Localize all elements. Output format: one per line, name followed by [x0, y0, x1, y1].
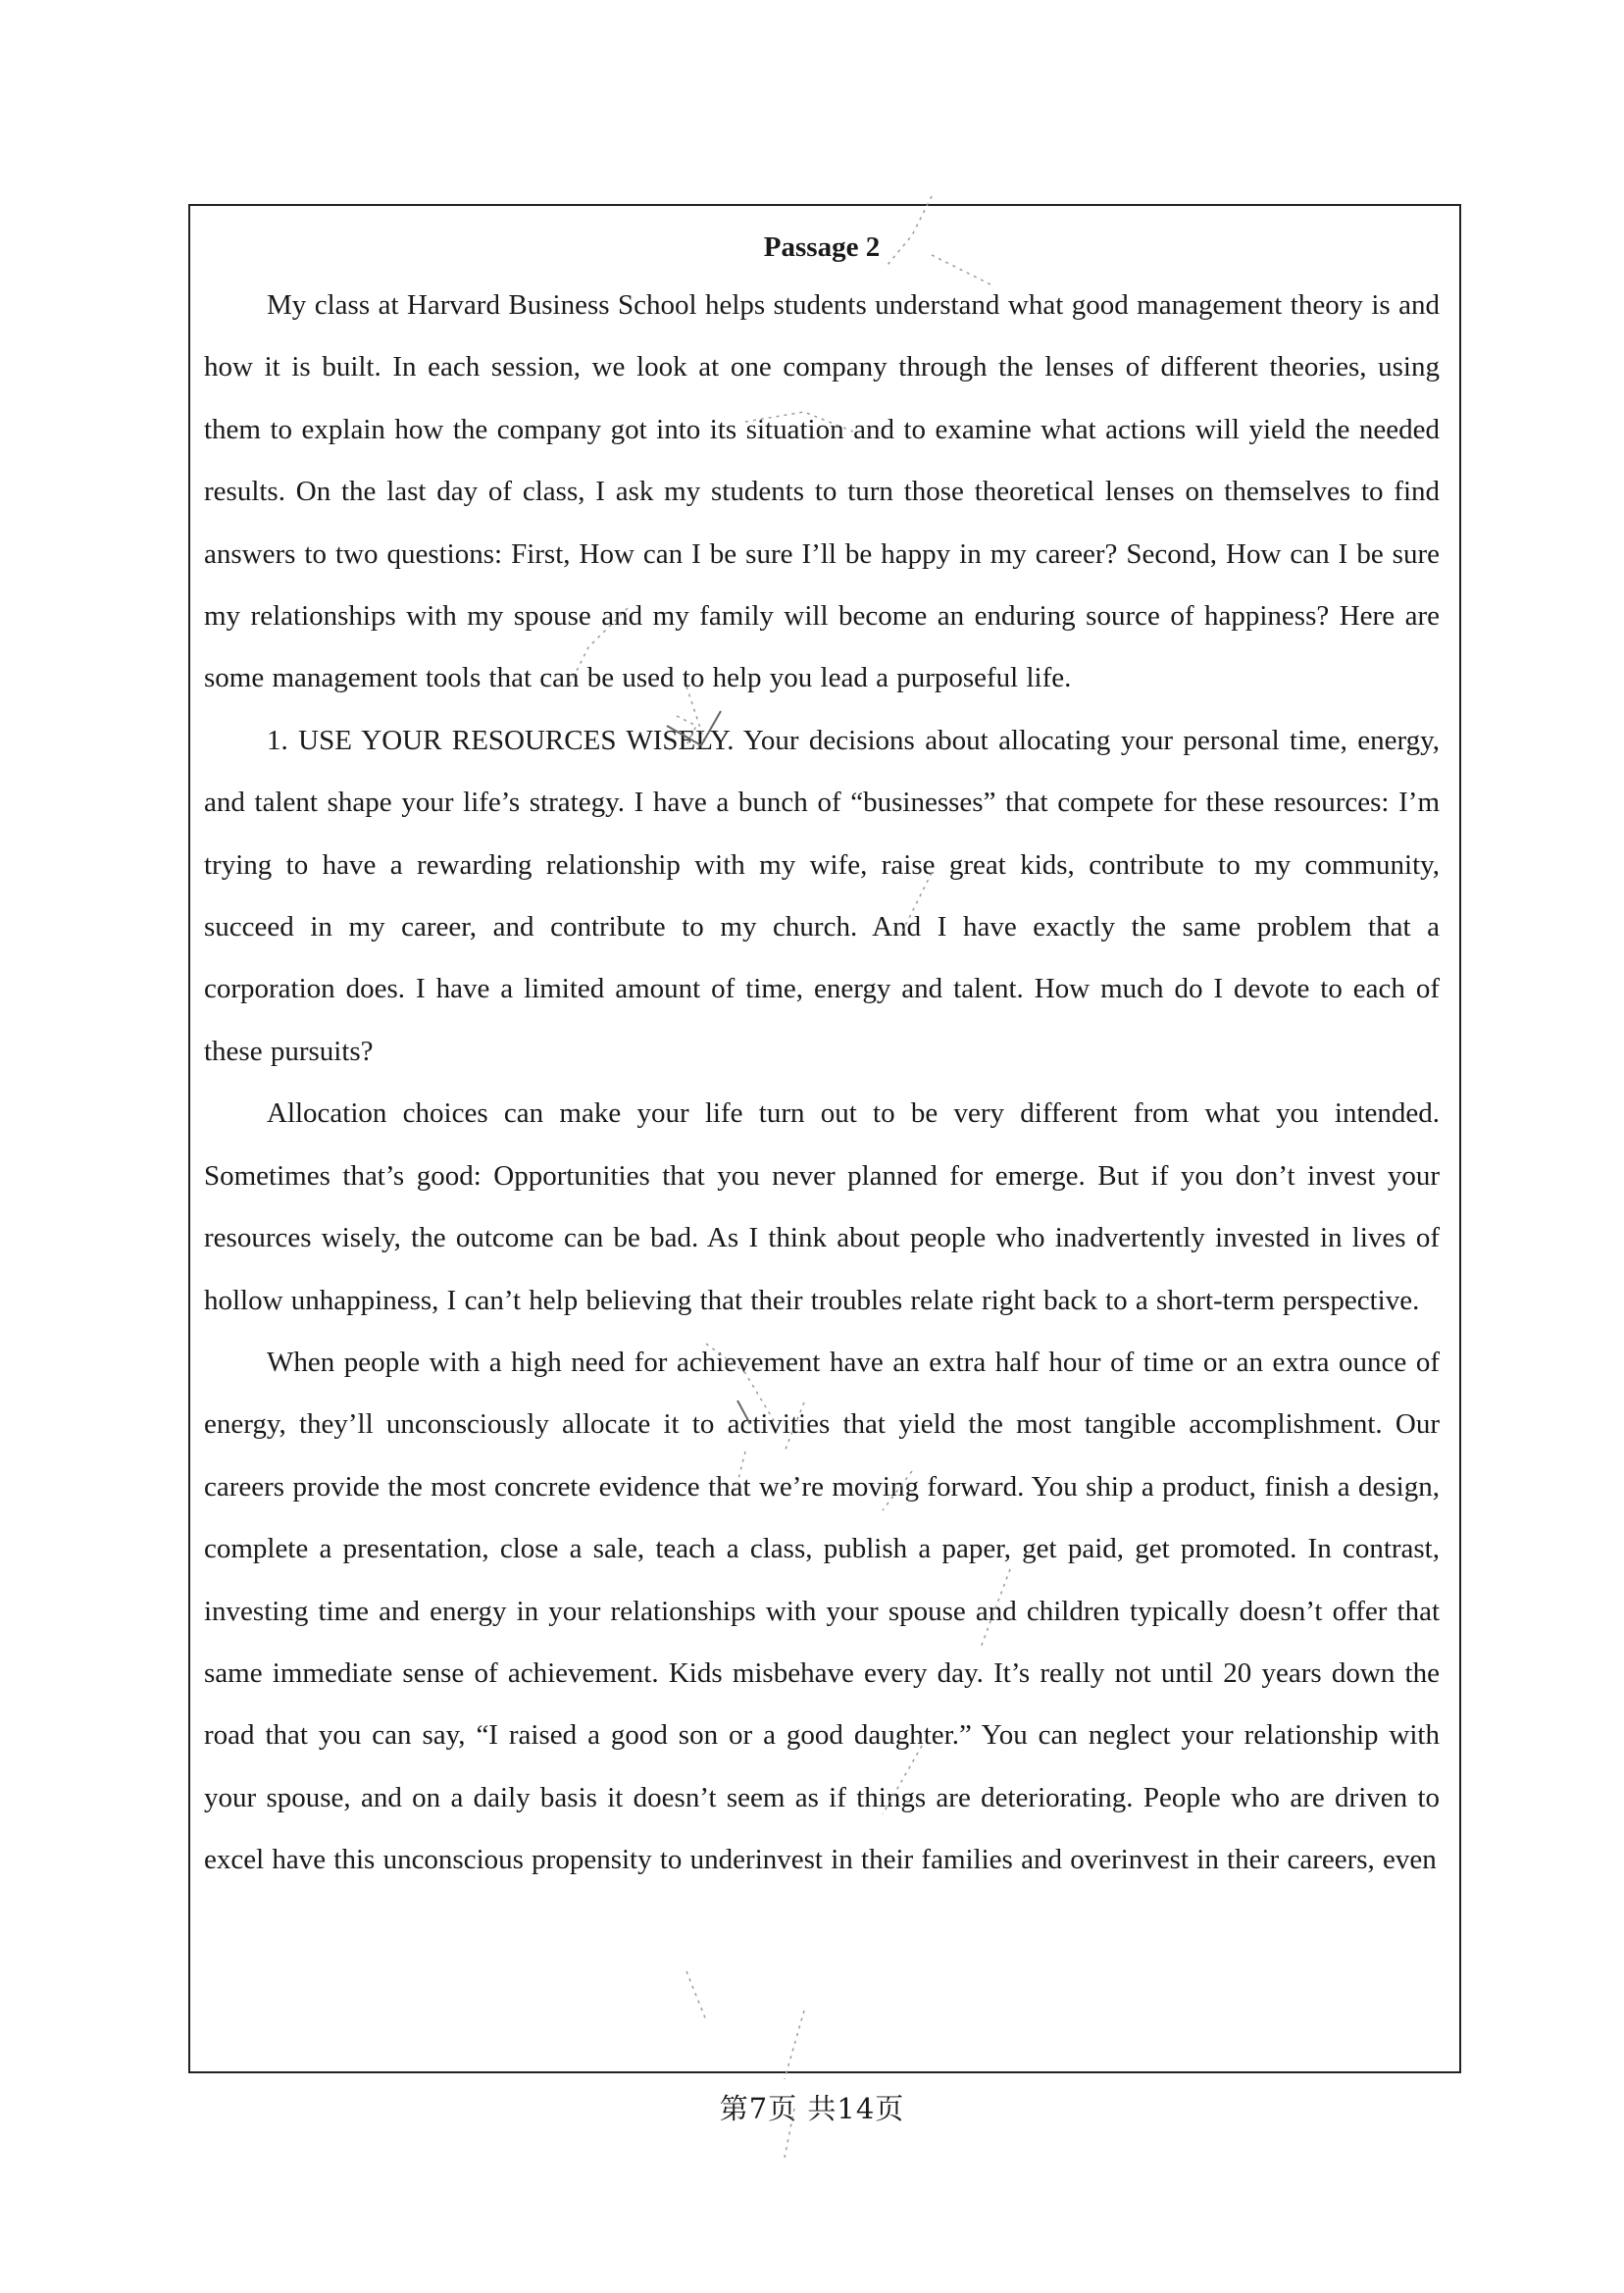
paragraph-resources: 1. USE YOUR RESOURCES WISELY. Your decisions about allocating your personal time, energy, and talent shape your life’s strategy. I have a bunch of “businesses” that compete for these resources: I’m trying to have a rewarding relationship with my wife, raise great kids, contribute to my community, succeed in my career, and contribute to my church. And I have exactly the same problem that a corporation does. I have a limited amount of time, energy and talent. How much do I devote to each of these pursuits? — [204, 724, 1440, 1067]
paragraph-achievement: When people with a high need for achievement have an extra half hour of time or an extra ounce of energy, they’ll unconsciously allocate it to activities that yield the most tangible accomplishment. Our careers provide the most concrete evidence that we’re moving forward. You ship a product, finish a design, complete a presentation, close a sale, teach a class, publish a paper, get paid, get promoted. In contrast, investing time and energy in your relationships with your spouse and children typically doesn’t offer that same immediate sense of achievement. Kids misbehave every day. It’s really not until 20 years down the road that you can say, “I raised a good son or a good daughter.” You can neglect your relationship with your spouse, and on a daily basis it doesn’t seem as if things are deteriorating. People who are driven to excel have this unconscious propensity to underinvest in their families and overinvest in their careers, even — [204, 1346, 1440, 1876]
paragraph-allocation: Allocation choices can make your life turn out to be very different from what you intended. Sometimes that’s good: Opportunities that you never planned for emerge. But if you don’t invest your resources wisely, the outcome can be bad. As I think about people who inadvertently invested in lives of hollow unhappiness, I can’t help believing that their troubles relate right back to a short-term perspective. — [204, 1097, 1440, 1316]
paragraph-intro: My class at Harvard Business School helps students understand what good management theory is and how it is built. In each session, we look at one company through the lenses of different theories, using them to explain how the company got into its situation and to examine what actions will yield the needed results. On the last day of class, I ask my students to turn those theoretical lenses on themselves to find answers to two questions: First, How can I be sure I’ll be happy in my career? Second, How can I be sure my relationships with my spouse and my family will become an enduring source of happiness? Here are some management tools that can be used to help you lead a purposeful life. — [204, 289, 1440, 694]
passage-frame — [188, 204, 1461, 2073]
passage-title: Passage 2 — [763, 231, 881, 263]
page-number-footer: 第7页 共14页 — [719, 2092, 905, 2125]
